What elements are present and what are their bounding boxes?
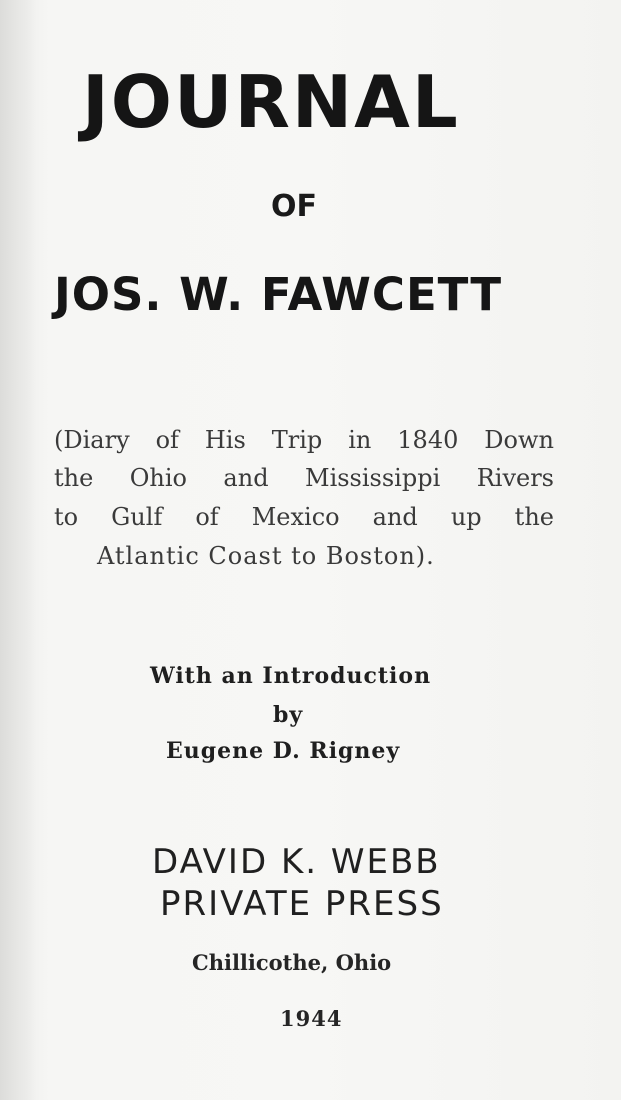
introduction-by: by <box>273 702 304 728</box>
introduction-heading: With an Introduction <box>150 663 432 689</box>
book-title: JOURNAL <box>82 60 460 144</box>
description-line-1: (Diary of His Trip in 1840 Down <box>54 426 554 454</box>
publisher-imprint: PRIVATE PRESS <box>160 884 444 924</box>
description-line-3: to Gulf of Mexico and up the <box>54 503 554 531</box>
publication-year: 1944 <box>280 1006 343 1031</box>
binding-gutter-shadow <box>0 0 36 1100</box>
author-name: JOS. W. FAWCETT <box>54 268 503 321</box>
description-line-2: the Ohio and Mississippi Rivers <box>54 464 554 492</box>
publication-place: Chillicothe, Ohio <box>192 950 392 975</box>
introduction-author: Eugene D. Rigney <box>166 738 401 764</box>
publisher-name: DAVID K. WEBB <box>152 842 441 882</box>
title-connector: OF <box>271 189 317 224</box>
description-line-4: Atlantic Coast to Boston). <box>97 542 435 570</box>
